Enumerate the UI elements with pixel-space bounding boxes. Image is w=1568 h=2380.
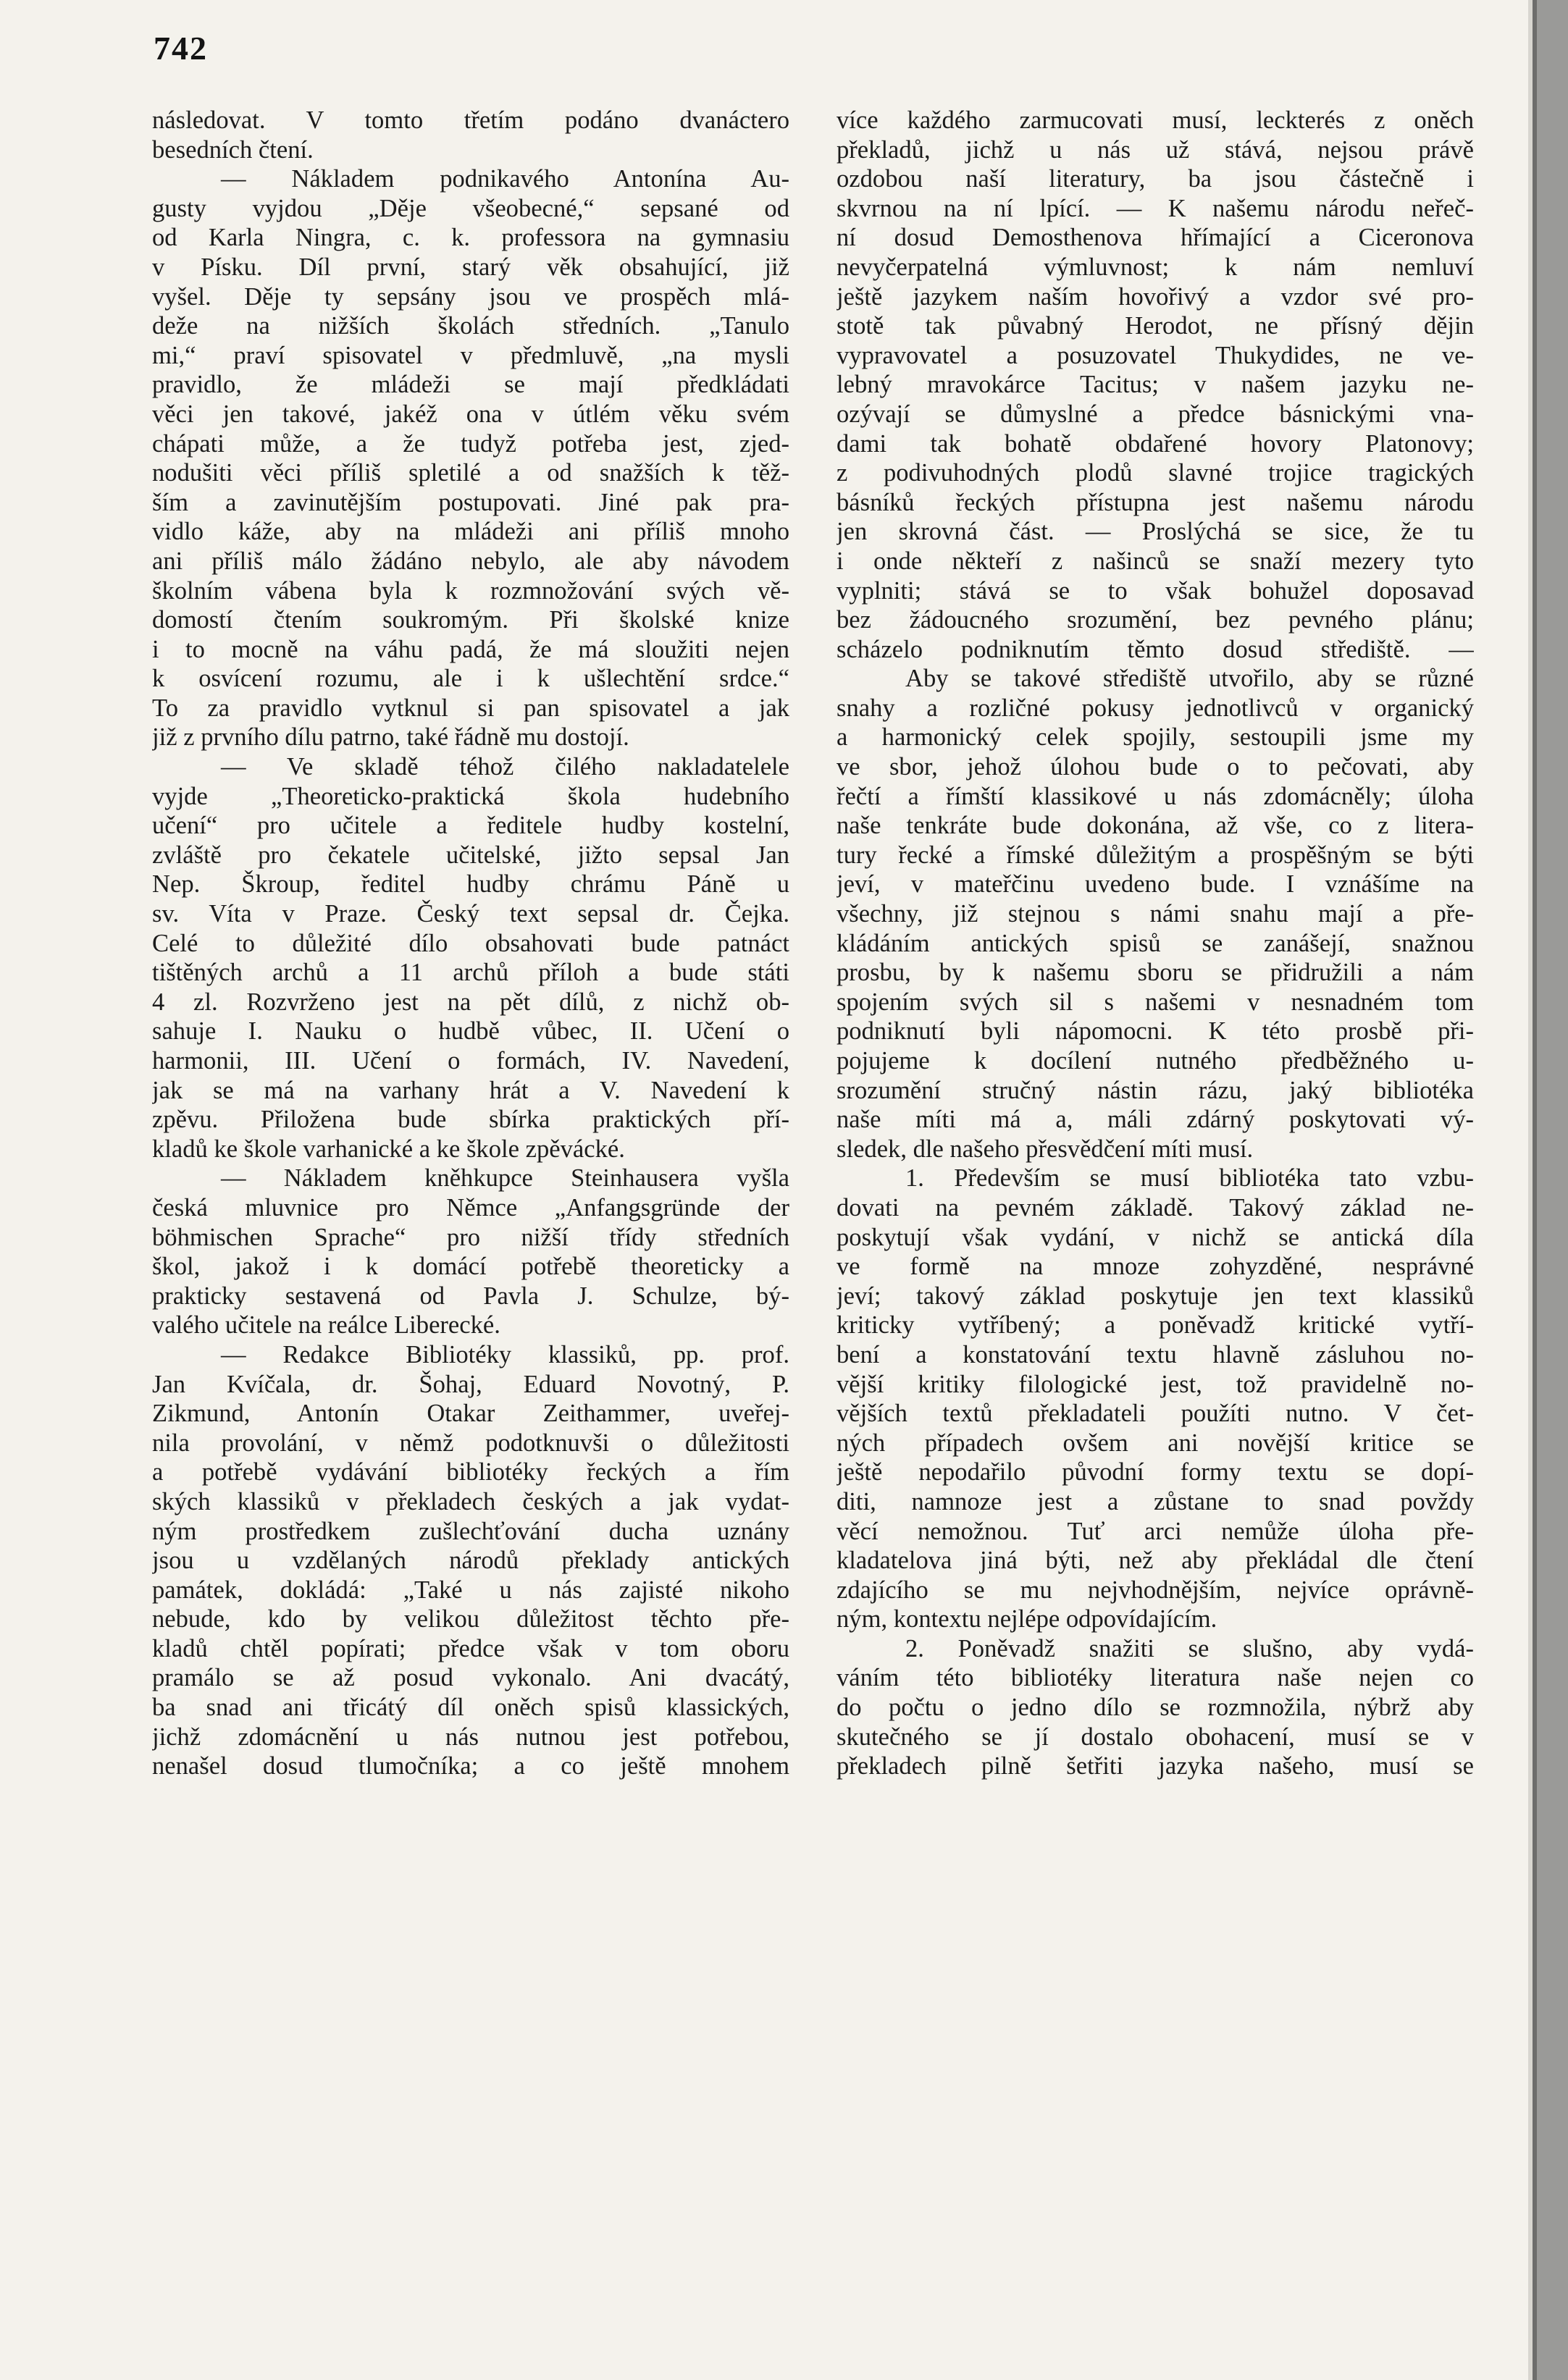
text-line: ba snad ani třicátý díl oněch spisů klassických, (152, 1694, 789, 1722)
text-line: kladů ke škole varhanické a ke škole zpěvácké. (152, 1135, 625, 1163)
text-line: ských klassiků v překladech českých a jak vydat- (152, 1487, 789, 1515)
text-line: řečtí a římští klassikové u nás zdomácněly; úloha (837, 782, 1474, 810)
text-line: ším a zavinutějším postupovati. Jiné pak pra- (152, 488, 789, 516)
text-line: diti, namnoze jest a zůstane to snad povždy (837, 1487, 1474, 1515)
text-line: básníků řeckých přístupna jest našemu národu (837, 488, 1474, 516)
text-line: váním této bibliotéky literatura naše nejen co (837, 1664, 1474, 1692)
text-line: škol, jakož i k domácí potřebě theoreticky a (152, 1253, 789, 1281)
text-line: překladů, jichž u nás už stává, nejsou právě (837, 135, 1474, 164)
right-column (837, 106, 1474, 1781)
text-line: domostí čtením soukromým. Při školské knize (152, 606, 789, 634)
text-line: česká mluvnice pro Němce „Anfangsgründe der (152, 1193, 789, 1221)
text-line: spojením svých sil s našemi v nesnadném tom (837, 988, 1474, 1016)
text-line: dovati na pevném základě. Takový základ ne- (837, 1193, 1474, 1221)
text-line: všechny, již stejnou s námi snahu mají a pře- (837, 900, 1474, 928)
text-line: ve formě na mnoze zohyzděné, nesprávné (837, 1253, 1474, 1281)
text-line: ozdobou naší literatury, ba jsou částečně i (837, 165, 1474, 193)
text-line: poskytují však vydání, v nichž se antická díla (837, 1223, 1474, 1251)
text-line: snahy a rozličné pokusy jednotlivců v organický (837, 694, 1474, 722)
text-line: pramálo se až posud vykonalo. Ani dvacátý, (152, 1664, 789, 1692)
text-line: besedních čtení. (152, 135, 314, 164)
text-line: — Redakce Bibliotéky klassiků, pp. prof. (221, 1340, 789, 1368)
text-line: i onde někteří z našinců se snaží mezery tyto (837, 547, 1474, 575)
text-line: tury řecké a římské důležitým a prospěšným se býti (837, 841, 1474, 869)
text-line: stotě tak půvabný Herodot, ne přísný dějin (837, 312, 1474, 340)
text-line: vyjde „Theoreticko-praktická škola hudebního (152, 782, 789, 810)
text-line: lebný mravokárce Tacitus; v našem jazyku ne- (837, 371, 1474, 399)
text-line: — Nákladem kněhkupce Steinhausera vyšla (221, 1164, 789, 1193)
text-line: učení“ pro učitele a ředitele hudby kostelní, (152, 812, 789, 840)
text-line: kládáním antických spisů se zanášejí, snažnou (837, 929, 1474, 957)
text-line: jeví, v mateřčinu uvedeno bude. I vznášíme na (837, 870, 1474, 899)
text-line: podniknutí byli nápomocni. K této prosbě při- (837, 1017, 1474, 1046)
text-line: vidlo káže, aby na mládeži ani příliš mnoho (152, 518, 789, 546)
text-line: v Písku. Díl první, starý věk obsahující, již (152, 253, 789, 281)
text-line: prosbu, by k našemu sboru se přidružili a nám (837, 959, 1474, 987)
left-column (152, 106, 789, 1781)
text-line: jen skrovná část. — Proslýchá se sice, že tu (837, 518, 1474, 546)
text-line: naše míti má a, máli zdárný poskytovati vý- (837, 1106, 1474, 1134)
text-line: následovat. V tomto třetím podáno dvanáctero (152, 106, 789, 134)
text-line: kladatelova jiná býti, než aby překládal dle čtení (837, 1547, 1474, 1575)
text-line: nodušiti věci příliš spletilé a od snažších k těž- (152, 459, 789, 487)
text-line: ani příliš málo žádáno nebylo, ale aby návodem (152, 547, 789, 575)
text-line: bení a konstatování textu hlavně zásluhou no- (837, 1340, 1474, 1368)
text-line: vyplniti; stává se to však bohužel doposavad (837, 576, 1474, 605)
text-line: a harmonický celek spojily, sestoupili jsme my (837, 723, 1474, 752)
text-line: ještě nepodařilo původní formy textu se dopí- (837, 1458, 1474, 1487)
text-line: ným, kontextu nejlépe odpovídajícím. (837, 1605, 1217, 1633)
text-line: prakticky sestavená od Pavla J. Schulze, bý- (152, 1282, 789, 1310)
text-line: z podivuhodných plodů slavné trojice tragických (837, 459, 1474, 487)
text-line: vějších textů překladateli použíti nutno. V čet- (837, 1400, 1474, 1428)
text-line: jsou u vzdělaných národů překlady antických (152, 1547, 789, 1575)
text-line: — Nákladem podnikavého Antonína Au- (221, 165, 789, 193)
text-line: nevyčerpatelná výmluvnost; k nám nemluví (837, 253, 1474, 281)
text-line: 4 zl. Rozvrženo jest na pět dílů, z nichž ob- (152, 988, 789, 1016)
text-line: Aby se takové střediště utvořilo, aby se různé (905, 665, 1474, 693)
text-line: zvláště pro čekatele učitelské, jižto sepsal Jan (152, 841, 789, 869)
text-line: Celé to důležité dílo obsahovati bude patnáct (152, 929, 789, 957)
text-line: böhmischen Sprache“ pro nižší třídy středních (152, 1223, 789, 1251)
text-line: sv. Víta v Praze. Český text sepsal dr. Čejka. (152, 900, 789, 928)
text-line: vyšel. Děje ty sepsány jsou ve prospěch mlá- (152, 282, 789, 311)
text-line: ných případech ovšem ani novější kritice se (837, 1429, 1474, 1457)
text-line: valého učitele na reálce Liberecké. (152, 1311, 500, 1340)
text-line: 2. Poněvadž snažiti se slušno, aby vydá- (905, 1634, 1474, 1662)
text-line: Jan Kvíčala, dr. Šohaj, Eduard Novotný, P. (152, 1370, 789, 1398)
text-line: 1. Především se musí bibliotéka tato vzbu- (905, 1164, 1474, 1193)
text-line: věci jen takové, jakéž ona v útlém věku svém (152, 400, 789, 428)
text-line: i to mocně na váhu padá, že má sloužiti nejen (152, 635, 789, 663)
text-line: ozývají se důmyslné a předce básnickými vna- (837, 400, 1474, 428)
text-line: ným prostředkem zušlechťování ducha uznány (152, 1517, 789, 1545)
text-line: jeví; takový základ poskytuje jen text klassiků (837, 1282, 1474, 1310)
text-line: věcí nemožnou. Tuť arci nemůže úloha pře- (837, 1517, 1474, 1545)
text-line: skutečného se jí dostalo obohacení, musí se v (837, 1723, 1474, 1751)
text-line: jak se má na varhany hrát a V. Navedení k (152, 1076, 789, 1104)
text-line: Nep. Škroup, ředitel hudby chrámu Páně u (152, 870, 789, 899)
text-line: naše tenkráte bude dokonána, až vše, co z litera- (837, 812, 1474, 840)
text-line: zdajícího se mu nejvhodnějším, nejvíce oprávně- (837, 1576, 1474, 1604)
text-line: mi,“ praví spisovatel v předmluvě, „na mysli (152, 341, 789, 369)
text-line: vypravovatel a posuzovatel Thukydides, ne ve- (837, 341, 1474, 369)
text-line: již z prvního dílu patrno, také řádně mu dostojí. (152, 723, 629, 752)
text-line: scházelo podniknutím těmto dosud střediště. — (837, 635, 1474, 663)
text-line: skvrnou na ní lpící. — K našemu národu neřeč- (837, 194, 1474, 222)
text-line: jichž zdomácnění u nás nutnou jest potřebou, (152, 1723, 789, 1751)
text-line: ve sbor, jehož úlohou bude o to pečovati, aby (837, 753, 1474, 781)
text-line: nenašel dosud tlumočníka; a co ještě mnohem (152, 1752, 789, 1780)
text-line: pravidlo, že mládeži se mají předkládati (152, 371, 789, 399)
text-line: srozumění stručný nástin rázu, jaký bibliotéka (837, 1076, 1474, 1104)
text-line: školním vábena byla k rozmnožování svých vě- (152, 576, 789, 605)
text-line: kladů chtěl popírati; předce však v tom oboru (152, 1634, 789, 1662)
text-line: zpěvu. Přiložena bude sbírka praktických pří- (152, 1106, 789, 1134)
text-line: — Ve skladě téhož čilého nakladatelele (221, 753, 789, 781)
text-line: vější kritiky filologické jest, tož pravidelně no- (837, 1370, 1474, 1398)
text-line: pojujeme k docílení nutného předběžného u- (837, 1047, 1474, 1075)
text-line: více každého zarmucovati musí, leckterés z oněch (837, 106, 1474, 134)
text-line: k osvícení rozumu, ale i k ušlechtění srdce.“ (152, 665, 789, 693)
text-line: památek, dokládá: „Také u nás zajisté nikoho (152, 1576, 789, 1604)
text-line: a potřebě vydávání bibliotéky řeckých a řím (152, 1458, 789, 1487)
text-line: nebude, kdo by velikou důležitost těchto pře- (152, 1605, 789, 1633)
text-line: nila provolání, v němž podotknuvši o důležitosti (152, 1429, 789, 1457)
text-line: kriticky vytříbený; a poněvadž kritické vytří- (837, 1311, 1474, 1340)
page-number: 742 (154, 30, 208, 67)
text-line: bez žádoucného srozumění, bez pevného plánu; (837, 606, 1474, 634)
text-line: harmonii, III. Učení o formách, IV. Navedení, (152, 1047, 789, 1075)
text-line: sahuje I. Nauku o hudbě vůbec, II. Učení o (152, 1017, 789, 1046)
text-line: deže na nižších školách středních. „Tanulo (152, 312, 789, 340)
text-line: chápati může, a že tudyž potřeba jest, zjed- (152, 429, 789, 458)
text-line: od Karla Ningra, c. k. professora na gymnasiu (152, 224, 789, 252)
text-line: sledek, dle našeho přesvědčení míti musí. (837, 1135, 1254, 1163)
text-line: do počtu o jedno dílo se rozmnožila, nýbrž aby (837, 1694, 1474, 1722)
text-line: gusty vyjdou „Děje všeobecné,“ sepsané od (152, 194, 789, 222)
text-line: ještě jazykem naším hovořivý a vzdor své pro- (837, 282, 1474, 311)
text-line: dami tak bohatě obdařené hovory Platonovy; (837, 429, 1474, 458)
text-line: ní dosud Demosthenova hřímající a Ciceronova (837, 224, 1474, 252)
text-line: Zikmund, Antonín Otakar Zeithammer, uveřej- (152, 1400, 789, 1428)
text-line: To za pravidlo vytknul si pan spisovatel a jak (152, 694, 789, 722)
text-line: tištěných archů a 11 archů příloh a bude státi (152, 959, 789, 987)
text-line: překladech pilně šetřiti jazyka našeho, musí se (837, 1752, 1474, 1780)
